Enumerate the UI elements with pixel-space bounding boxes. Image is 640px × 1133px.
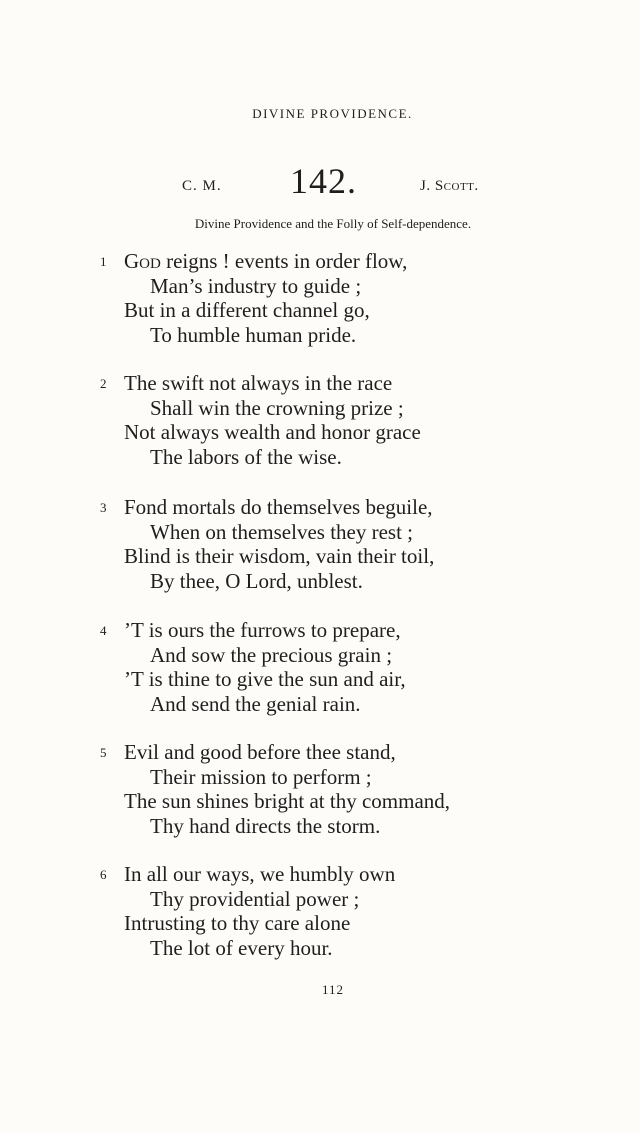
running-head: DIVINE PROVIDENCE.: [252, 106, 413, 121]
stanza-line: And send the genial rain.: [150, 691, 361, 716]
stanza-line: To humble human pride.: [150, 322, 357, 347]
stanza-number: 3: [100, 500, 107, 515]
stanza-line: [100, 249, 620, 274]
hymn-subtitle: Divine Providence and the Folly of Self-dependence.: [194, 216, 472, 231]
stanza-line: The lot of every hour.: [150, 935, 333, 960]
stanza-5: [100, 740, 620, 838]
stanza-line: When on themselves they rest ;: [150, 519, 414, 544]
stanza-6: [100, 862, 620, 960]
author-initial: J.: [420, 178, 435, 194]
stanza-line: But in a different channel go,: [124, 298, 370, 322]
stanza-line: Not always wealth and honor grace: [124, 420, 421, 444]
initial-word: God: [124, 249, 161, 273]
stanza-number: 1: [100, 254, 107, 269]
stanza-line: Their mission to perform ;: [150, 764, 372, 789]
page-number: 112: [321, 982, 345, 997]
stanza-line: Evil and good before thee stand,: [124, 740, 396, 764]
stanza-line: The swift not always in the race: [124, 371, 393, 395]
stanza-line: The labors of the wise.: [150, 444, 342, 469]
stanza-line: Man’s industry to guide ;: [150, 273, 362, 298]
stanza-line: In all our ways, we humbly own: [124, 862, 396, 886]
hymn-meter: C. M.: [182, 178, 222, 194]
stanza-line: Fond mortals do themselves beguile,: [124, 495, 433, 519]
stanza-number: 5: [100, 745, 107, 760]
stanza-2: [100, 371, 620, 469]
stanza-4: [100, 618, 620, 716]
stanza-line: Shall win the crowning prize ;: [150, 395, 404, 420]
stanza-line: The sun shines bright at thy command,: [124, 789, 451, 813]
stanza-line: Blind is their wisdom, vain their toil,: [124, 544, 435, 568]
stanza-3: [100, 495, 620, 593]
stanza-line: ’T is ours the furrows to prepare,: [124, 618, 401, 642]
stanza-number: 6: [100, 867, 107, 882]
stanza-line: Thy providential power ;: [150, 886, 360, 911]
stanza-line: Intrusting to thy care alone: [124, 911, 351, 935]
stanza-number: 2: [100, 376, 107, 391]
hymn-number: 142.: [290, 161, 357, 201]
stanza-number: 4: [100, 623, 107, 638]
hymn-author: [420, 178, 479, 195]
stanza-1: [100, 249, 620, 347]
stanza-line: ’T is thine to give the sun and air,: [124, 667, 406, 691]
stanza-line: And sow the precious grain ;: [150, 642, 393, 667]
stanza-line: Thy hand directs the storm.: [150, 813, 381, 838]
line-rest: reigns ! events in order flow,: [160, 249, 408, 273]
author-name: Scott.: [434, 178, 479, 194]
stanza-line: By thee, O Lord, unblest.: [150, 568, 363, 593]
